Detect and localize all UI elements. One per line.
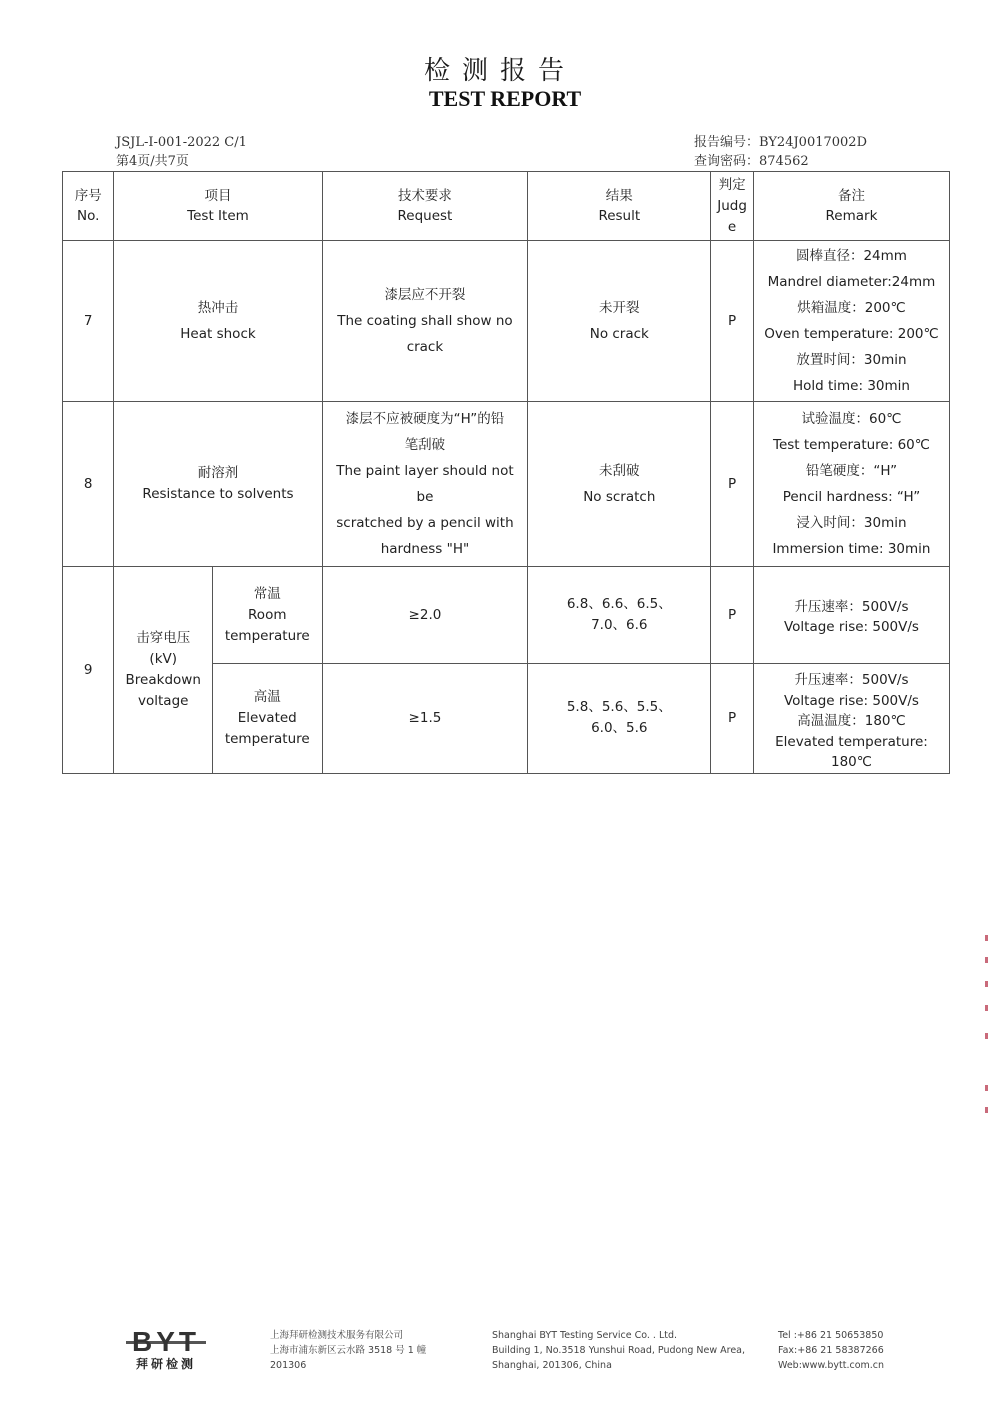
table-header-row	[63, 172, 950, 241]
test-results-table	[62, 171, 950, 774]
page-footer	[0, 1322, 1000, 1382]
header-remark: 备注 Remark	[753, 172, 949, 241]
row-item: 热冲击 Heat shock	[114, 241, 322, 402]
row-judge: P	[711, 402, 754, 567]
footer-address-en: Shanghai BYT Testing Service Co. . Ltd. Building 1, No.3518 Yunshui Road, Pudong New Area, Shanghai, 201306, China	[492, 1330, 746, 1371]
row-judge: P	[711, 241, 754, 402]
company-logo	[118, 1326, 214, 1372]
row-result: 未开裂 No crack	[528, 241, 711, 402]
header-request: 技术要求 Request	[322, 172, 528, 241]
footer-address-cn: 上海拜研检测技术服务有限公司 上海市浦东新区云水路 3518 号 1 幢 201306	[270, 1330, 427, 1371]
row-request: 漆层不应被硬度为“H”的铅 笔刮破 The paint layer should not be scratched by a pencil with hardness "H"	[322, 402, 528, 567]
logo-text: BYT	[132, 1326, 200, 1357]
query-code-label: 查询密码：	[694, 154, 760, 169]
row-remark: 升压速率：500V/s Voltage rise: 500V/s	[753, 567, 949, 664]
table-row	[63, 567, 950, 664]
report-number-label: 报告编号：	[694, 135, 760, 150]
row-request: 漆层应不开裂 The coating shall show no crack	[322, 241, 528, 402]
row-remark: 试验温度：60℃ Test temperature: 60℃ 铅笔硬度：“H” Pencil hardness: “H” 浸入时间：30min Immersion time: 30min	[753, 402, 949, 567]
report-number	[694, 133, 867, 152]
row-result: 6.8、6.6、6.5、 7.0、6.6	[528, 567, 711, 664]
footer-contact	[778, 1328, 884, 1373]
logo-subtitle: 拜研检测	[135, 1357, 196, 1371]
footer-fax: Fax:+86 21 58387266	[778, 1345, 884, 1356]
row-request: ≥1.5	[322, 664, 528, 774]
row-no: 7	[63, 241, 114, 402]
row-result: 5.8、5.6、5.5、 6.0、5.6	[528, 664, 711, 774]
table-row	[63, 402, 950, 567]
report-title-en: TEST REPORT	[428, 86, 582, 111]
table-row	[63, 241, 950, 402]
row-remark: 圆棒直径：24mm Mandrel diameter:24mm 烘箱温度：200℃ Oven temperature: 200℃ 放置时间：30min Hold time: 30min	[753, 241, 949, 402]
row-condition: 常温 Room temperature	[213, 567, 323, 664]
footer-web: Web:www.bytt.com.cn	[778, 1360, 885, 1371]
doc-code: JSJL-I-001-2022 C/1	[116, 135, 247, 150]
row-judge: P	[711, 664, 754, 774]
doc-meta-left	[116, 133, 247, 171]
page-info: 第4页/共7页	[116, 154, 189, 169]
header-no: 序号 No.	[63, 172, 114, 241]
header-result: 结果 Result	[528, 172, 711, 241]
report-title-cn: 检测报告	[423, 56, 576, 86]
page-edge-seal-marks	[985, 935, 993, 1115]
report-number-value: BY24J0017002D	[759, 135, 867, 150]
query-code-value: 874562	[759, 154, 809, 169]
row-no: 9	[63, 567, 114, 774]
footer-tel: Tel :+86 21 50653850	[778, 1330, 884, 1341]
row-condition: 高温 Elevated temperature	[213, 664, 323, 774]
row-item: 耐溶剂 Resistance to solvents	[114, 402, 322, 567]
query-code	[694, 152, 867, 171]
row-remark: 升压速率：500V/s Voltage rise: 500V/s 高温温度：180℃ Elevated temperature: 180℃	[753, 664, 949, 774]
row-item: 击穿电压 (kV) Breakdown voltage	[114, 567, 213, 774]
row-result: 未刮破 No scratch	[528, 402, 711, 567]
header-judge: 判定 Judg e	[711, 172, 754, 241]
row-judge: P	[711, 567, 754, 664]
header-item: 项目 Test Item	[114, 172, 322, 241]
row-request: ≥2.0	[322, 567, 528, 664]
row-no: 8	[63, 402, 114, 567]
doc-meta-right	[694, 133, 867, 171]
